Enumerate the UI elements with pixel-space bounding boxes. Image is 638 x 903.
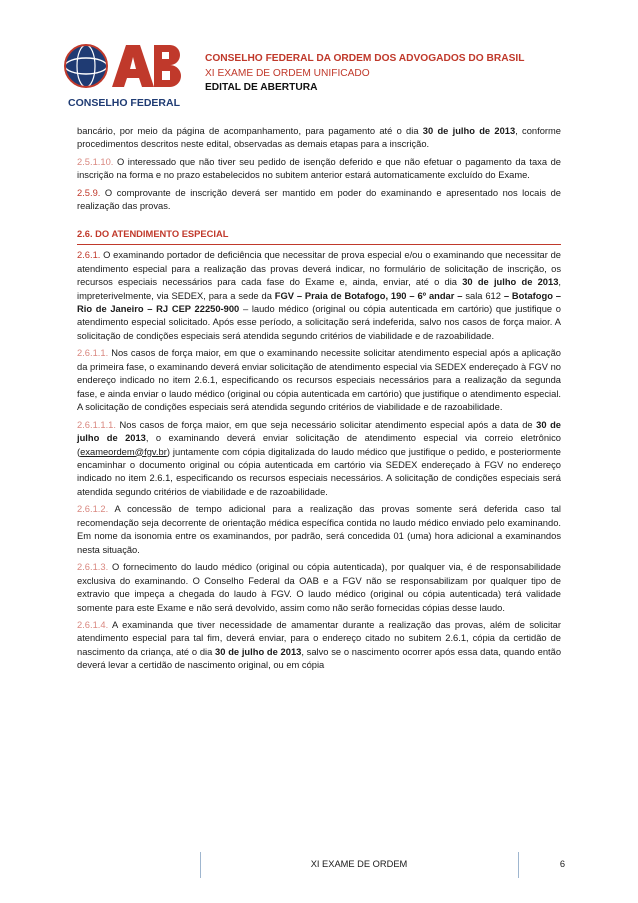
text-run: Nos casos de força maior, em que o examinando necessite solicitar atendimento especial após a aplicação da primeira fase, o examinando deverá enviar solicitação de atendimento especial via SEDEX endereçado à FGV no endereço indicado no item 2.6.1, especificando os recursos especiais necessários para a realização da segunda fase, e ainda enviar o laudo médico (original ou cópia autenticada em cartório) que justifique o atendimento especial. A solicitação de condições especiais será atendida segundo critérios de viabilidade e de razoabilidade.: [77, 348, 561, 413]
paragraph: [77, 561, 561, 615]
text-run: ) juntamente com cópia digitalizada do laudo médico que justifique o pedido, e posteriormente encaminhar o documento original ou cópia autenticada em cartório via SEDEX endereçado à FGV no endereço indicado no item 2.6.1, especificando os recursos especiais necessários. A solicitação de condições especiais será atendida segundo critérios de viabilidade e de razoabilidade.: [77, 446, 561, 497]
text-run: , salvo se o nascimento ocorrer após essa data, quando então deverá levar a certidão de nascimento original, ou em cópia: [77, 646, 562, 671]
text-run: A examinanda que tiver necessidade de amamentar durante a realização das provas, além de solicitar atendimento especial para tal fim, deverá enviar, para o endereço citado no subitem 2.6.1, cópia da certidão de nascimento da criança, até o dia: [77, 619, 561, 657]
item-number: 2.6.1.: [77, 250, 101, 261]
text-run: O interessado que não tiver seu pedido de isenção deferido e que não efetuar o pagamento da taxa de inscrição na forma e no prazo estabelecidos no subitem anterior estará automaticamente excluído do Exame.: [77, 156, 561, 181]
bold-text: – Botafogo – Rio de Janeiro – RJ CEP 22250-900: [77, 290, 561, 314]
bold-text: 30 de julho de 2013: [462, 277, 559, 288]
item-number: 2.6.1.3.: [77, 562, 109, 573]
header-edital: EDITAL DE ABERTURA: [205, 82, 318, 93]
text-run: A concessão de tempo adicional para a realização das provas somente será deferida caso tal recomendação seja decorrente de orientação médica específica contida no laudo médico enviado pelo examinando. Em nome da isonomia entre os examinandos, por padrão, será concedida 01 (uma) hora adicional a examinandos nesta situação.: [77, 504, 561, 555]
text-run: bancário, por meio da página de acompanhamento, para pagamento até o dia: [77, 126, 423, 136]
item-number: 2.6.1.1.: [77, 348, 109, 359]
paragraph: [77, 619, 561, 673]
item-number: 2.6.1.1.1.: [77, 419, 116, 430]
footer-divider-right: [518, 852, 519, 878]
text-run: Nos casos de força maior, em que seja necessário solicitar atendimento especial após a data de: [115, 419, 537, 430]
header-organization: CONSELHO FEDERAL DA ORDEM DOS ADVOGADOS DO BRASIL: [205, 53, 525, 64]
page-number: 6: [559, 859, 565, 869]
text-run: – laudo médico (original ou cópia autenticada em cartório) que justifique o atendimento especial solicitado. Após esse período, a solicitação será indeferida, salvo nos casos de força maior. A solicitação de condições especiais será atendida segundo critérios de viabilidade e de razoabilidade.: [77, 303, 561, 341]
section-heading: 2.6. DO ATENDIMENTO ESPECIAL: [77, 228, 561, 245]
paragraph: [77, 419, 561, 500]
paragraph: [77, 156, 561, 183]
paragraph: [77, 503, 561, 557]
header-exam: XI EXAME DE ORDEM UNIFICADO: [205, 67, 370, 79]
text-run: , o examinando deverá enviar solicitação de atendimento especial via correio eletrônico (: [77, 433, 561, 457]
document-header: [205, 52, 524, 96]
item-number: 2.6.1.4.: [77, 619, 109, 630]
bold-text: 30 de julho de 2013: [77, 419, 561, 444]
text-run: O fornecimento do laudo médico (original ou cópia autenticada), por qualquer via, é de responsabilidade exclusiva do examinando. O Conselho Federal da OAB e a FGV não se responsabilizam por qualquer tipo de extravio que impeça a chegada do laudo à FGV. O laudo médico (original ou cópia autenticada) terá validade somente para este Exame e não será devolvido, assim como não serão fornecidas cópias desse laudo.: [77, 562, 561, 613]
bold-text: 30 de julho de 2013: [422, 126, 516, 136]
bold-text: FGV – Praia de Botafogo, 190 – 6º andar –: [274, 290, 463, 301]
text-run: , impreterivelmente, via SEDEX, para a sede da: [77, 277, 562, 301]
oab-logo: [64, 40, 184, 112]
footer-title: XI EXAME DE ORDEM: [310, 859, 408, 869]
paragraph: [77, 187, 561, 214]
text-run: sala 612: [462, 290, 504, 301]
email-link[interactable]: exameordem@fgv.br: [80, 446, 167, 457]
text-run: , conforme procedimentos descritos neste edital, observadas as demais etapas para a inscrição.: [77, 126, 562, 150]
bold-text: 30 de julho de 2013: [215, 646, 302, 657]
logo-subtitle: CONSELHO FEDERAL: [67, 97, 181, 109]
document-body: [77, 125, 561, 677]
item-number: 2.6.1.2.: [77, 504, 109, 515]
item-number: 2.5.9.: [77, 187, 101, 198]
item-number: 2.5.1.10.: [77, 156, 114, 167]
paragraph: [77, 249, 561, 343]
paragraph: [77, 125, 561, 152]
paragraph: [77, 347, 561, 414]
text-run: O examinando portador de deficiência que necessitar de prova especial e/ou o examinando que necessitar de atendimento especial para a realização das provas deverá indicar, no formulário de solicitação de inscrição, os recursos especiais necessários para cada fase do Exame e, ainda, enviar, até o dia: [77, 250, 561, 288]
text-run: O comprovante de inscrição deverá ser mantido em poder do examinando e apresentado nos locais de realização das provas.: [77, 187, 561, 212]
page-footer: [0, 852, 638, 882]
